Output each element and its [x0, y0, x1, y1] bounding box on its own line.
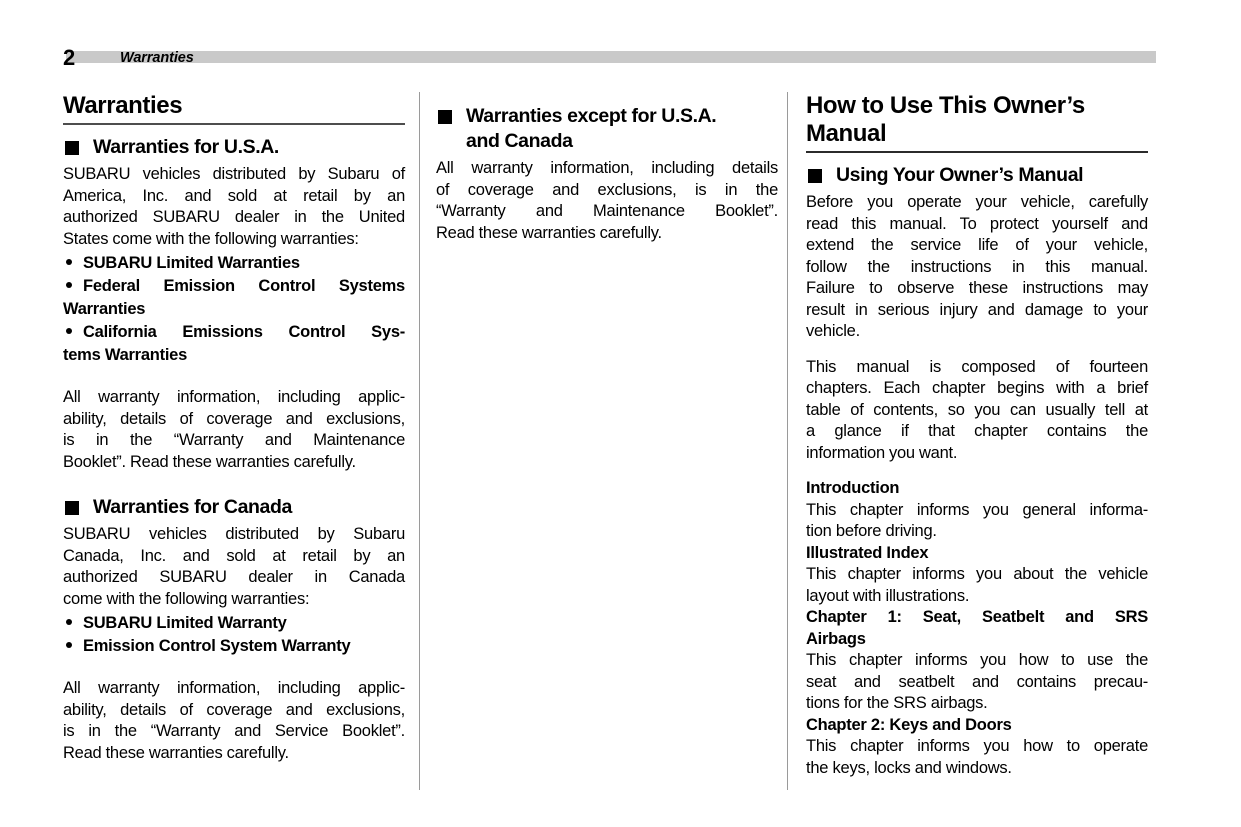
chapter-entry-chapter-1 [806, 607, 1148, 715]
list-item [63, 635, 405, 658]
column-middle [436, 92, 778, 244]
text-line: Canada, Inc. and sold at retail by an [63, 546, 405, 565]
text-line: tion before driving. [806, 522, 937, 540]
text-line: come with the following warranties: [63, 589, 310, 608]
text-line: vehicle. [806, 322, 860, 340]
chapter-name: Chapter 2: Keys and Doors [806, 715, 1012, 734]
chapter-entry-introduction [806, 478, 1148, 543]
list-item [63, 252, 405, 275]
list-item [63, 275, 405, 321]
bullet-dot-icon [66, 328, 72, 334]
paragraph-before-you-operate [806, 192, 1148, 343]
text-line: authorized SUBARU dealer in Canada [63, 568, 405, 586]
paragraph-warranties-except [436, 158, 778, 244]
text-line: This chapter informs you how to use the [806, 651, 1148, 669]
header-gray-bar [66, 51, 1156, 63]
subsection-heading-warranties-except [436, 104, 778, 154]
chapter-description [806, 564, 1148, 607]
list-item-label: Emission Control System Warranty [83, 637, 351, 655]
subsection-heading-label-line2: and Canada [466, 130, 573, 152]
text-line: Booklet”. Read these warranties carefully. [63, 452, 356, 471]
text-line: Airbags [806, 629, 866, 648]
text-line: States come with the following warranties: [63, 229, 359, 248]
text-line: is in the “Warranty and Maintenance [63, 431, 405, 449]
subsection-heading-using-manual [806, 163, 1148, 188]
bullet-list-usa-warranties [63, 252, 405, 367]
text-line: ability, details of coverage and exclusions, [63, 700, 405, 719]
page-running-header [0, 44, 1241, 74]
subsection-heading-label: Warranties except for U.S.A. [466, 105, 717, 127]
paragraph-usa-intro [63, 164, 405, 250]
text-line: SUBARU vehicles distributed by Subaru of [63, 165, 405, 183]
column-divider-2 [787, 92, 788, 790]
text-line: seat and seatbelt and contains precau- [806, 672, 1148, 691]
subsection-heading-warranties-usa [63, 135, 405, 160]
text-line: SUBARU vehicles distributed by Subaru [63, 525, 405, 543]
paragraph-canada-closing [63, 678, 405, 764]
chapter-name: Introduction [806, 479, 900, 497]
list-item-label: Federal Emission Control Systems [83, 277, 405, 295]
page-title-right [806, 92, 1148, 148]
text-line: tions for the SRS airbags. [806, 694, 988, 712]
text-line: ability, details of coverage and exclusions, [63, 409, 405, 428]
page-title-line1: How to Use This Owner’s [806, 92, 1085, 119]
square-bullet-icon [65, 141, 79, 155]
paragraph-usa-closing [63, 387, 405, 473]
chapter-description [806, 650, 1148, 715]
text-line [63, 275, 405, 298]
section-title-rule-right [806, 151, 1148, 153]
paragraph-canada-intro [63, 524, 405, 610]
text-line: Before you operate your vehicle, carefully [806, 193, 1148, 211]
text-line: information you want. [806, 443, 958, 462]
column-left [63, 92, 405, 764]
text-line: is in the “Warranty and Service Booklet”. [63, 722, 405, 740]
text-line: the keys, locks and windows. [806, 758, 1012, 777]
subsection-heading-label: Warranties for U.S.A. [93, 136, 279, 158]
text-line: Failure to observe these instructions may [806, 279, 1148, 297]
chapter-description [806, 500, 1148, 543]
bullet-dot-icon [66, 619, 72, 625]
bullet-list-canada-warranties [63, 612, 405, 658]
chapter-entry-chapter-2 [806, 715, 1148, 780]
text-line: Warranties [63, 300, 146, 318]
section-title-rule [63, 123, 405, 125]
text-line: Chapter 1: Seat, Seatbelt and SRS [806, 608, 1148, 626]
list-item-label: SUBARU Limited Warranty [83, 614, 287, 632]
text-line: All warranty information, including details [436, 159, 778, 177]
text-line: a glance if that chapter contains the [806, 422, 1148, 440]
text-line: This manual is composed of fourteen [806, 357, 1148, 376]
square-bullet-icon [438, 110, 452, 124]
column-divider-1 [419, 92, 420, 790]
subsection-heading-label: Using Your Owner’s Manual [836, 164, 1084, 186]
text-line: chapters. Each chapter begins with a brief [806, 379, 1148, 397]
chapter-description [806, 736, 1148, 779]
chapter-name: Illustrated Index [806, 543, 929, 562]
list-item [63, 321, 405, 367]
text-line: table of contents, so you can usually tell at [806, 400, 1148, 419]
text-line: layout with illustrations. [806, 586, 970, 605]
text-line: result in serious injury and damage to your [806, 300, 1148, 319]
text-line: tems Warranties [63, 346, 188, 364]
list-item-label: SUBARU Limited Warranties [83, 254, 300, 272]
chapter-entry-illustrated-index [806, 543, 1148, 608]
text-line: All warranty information, including applic- [63, 388, 405, 406]
page-title: Warranties [63, 92, 183, 119]
page-number: 2 [63, 45, 76, 70]
text-line [63, 321, 405, 344]
column-right [806, 92, 1148, 779]
text-line: This chapter informs you how to operate [806, 737, 1148, 755]
text-line: follow the instructions in this manual. [806, 257, 1148, 276]
text-line: “Warranty and Maintenance Booklet”. [436, 202, 778, 220]
text-line: This chapter informs you about the vehicle [806, 565, 1148, 583]
list-item-label: California Emissions Control Sys- [83, 323, 405, 341]
subsection-heading-warranties-canada [63, 495, 405, 520]
list-item [63, 612, 405, 635]
subsection-heading-label: Warranties for Canada [93, 496, 292, 518]
bullet-dot-icon [66, 282, 72, 288]
paragraph-fourteen-chapters [806, 357, 1148, 465]
square-bullet-icon [65, 501, 79, 515]
chapter-name [806, 607, 1148, 650]
text-line: America, Inc. and sold at retail by an [63, 186, 405, 205]
bullet-dot-icon [66, 259, 72, 265]
page-columns [0, 92, 1241, 792]
text-line: Read these warranties carefully. [436, 223, 662, 242]
page-title-line2: Manual [806, 120, 887, 147]
running-title: Warranties [120, 50, 194, 66]
text-line: read this manual. To protect yourself and [806, 214, 1148, 233]
text-line: This chapter informs you general informa- [806, 500, 1148, 519]
text-line: Read these warranties carefully. [63, 743, 289, 762]
text-line: authorized SUBARU dealer in the United [63, 208, 405, 226]
text-line: extend the service life of your vehicle, [806, 236, 1148, 254]
text-line: All warranty information, including applic- [63, 679, 405, 697]
text-line: of coverage and exclusions, is in the [436, 180, 778, 199]
bullet-dot-icon [66, 642, 72, 648]
square-bullet-icon [808, 169, 822, 183]
